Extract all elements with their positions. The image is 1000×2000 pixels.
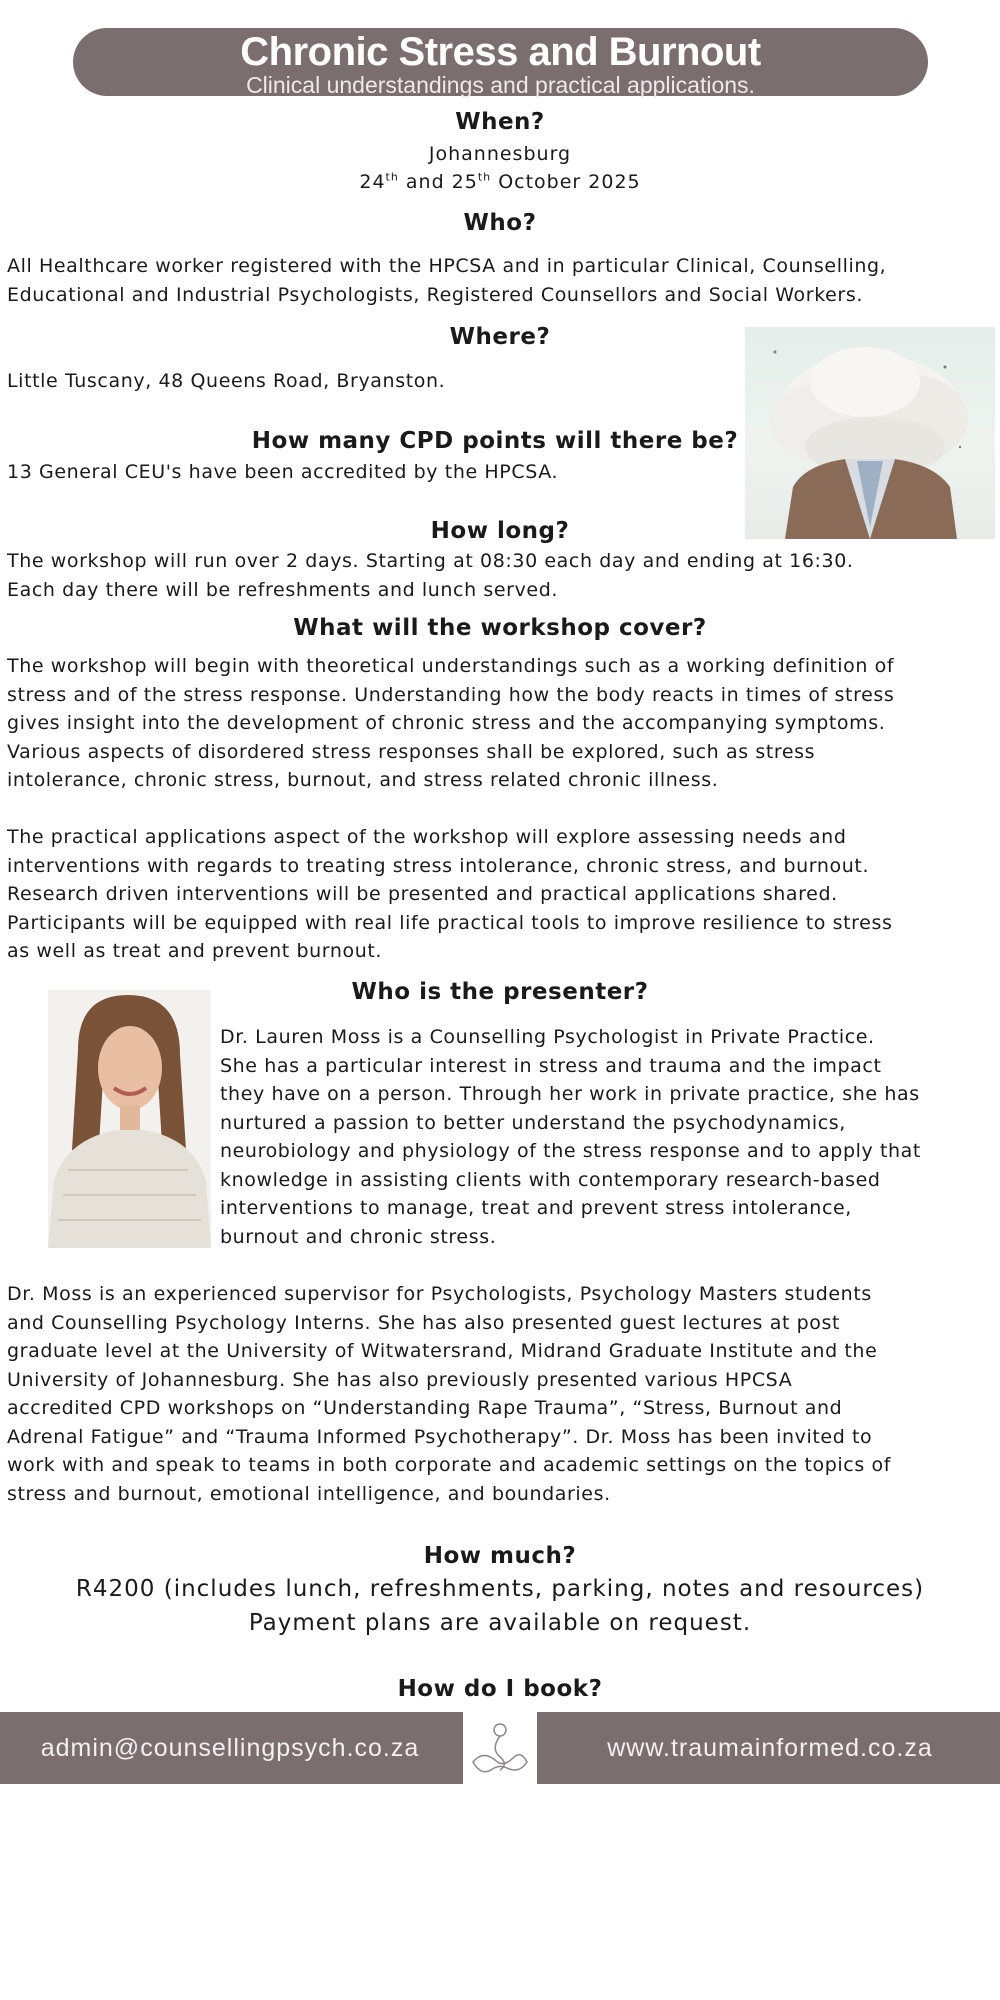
date-day-2: 25 — [451, 171, 478, 193]
price-heading: How much? — [423, 1543, 577, 1569]
how-long-line: The workshop will run over 2 days. Starting at 08:30 each day and ending at 16:30. — [7, 550, 854, 572]
cpd-heading: How many CPD points will there be? — [251, 428, 739, 454]
bio-line: neurobiology and physiology of the stress response and to apply that — [220, 1140, 921, 1162]
experience-line: University of Johannesburg. She has also previously presented various HPCSA — [7, 1368, 793, 1391]
cover-line: as well as treat and prevent burnout. — [7, 940, 383, 962]
who-heading: Who? — [463, 210, 537, 236]
date-day-1-suffix: th — [385, 170, 399, 184]
cover-line: The practical applications aspect of the workshop will explore assessing needs and — [7, 826, 847, 848]
cover-line: Various aspects of disordered stress responses shall be explored, such as stress — [7, 740, 816, 763]
booking-heading: How do I book? — [397, 1676, 603, 1702]
who-line: Educational and Industrial Psychologists, Registered Counsellors and Social Workers. — [7, 283, 863, 306]
cover-line: Research driven interventions will be presented and practical applications shared. — [7, 883, 838, 905]
date-and: and — [398, 171, 452, 193]
bio-line: interventions to manage, treat and prevent stress intolerance, — [220, 1197, 852, 1219]
presenter-bio — [220, 1023, 921, 1251]
where-heading: Where? — [449, 324, 551, 350]
experience-line: stress and burnout, emotional intelligence, and boundaries. — [7, 1482, 611, 1505]
cover-line: gives insight into the development of chronic stress and the accompanying symptoms. — [7, 712, 886, 734]
cover-line: interventions with regards to treating stress intolerance, chronic stress, and burnout. — [7, 854, 870, 877]
experience-line: Adrenal Fatigue” and “Trauma Informed Psychotherapy”. Dr. Moss has been invited to — [7, 1425, 873, 1448]
when-heading: When? — [455, 109, 545, 135]
who-text — [7, 252, 886, 309]
presenter-experience — [7, 1280, 891, 1508]
page-subtitle: Clinical understandings and practical applications. — [246, 72, 755, 98]
date-month-year: October 2025 — [491, 171, 641, 193]
cover-line: The workshop will begin with theoretical understandings such as a working definition of — [7, 655, 895, 677]
date-day-1: 24 — [359, 171, 386, 193]
bio-line: She has a particular interest in stress and trauma and the impact — [220, 1054, 882, 1077]
cover-paragraph-2 — [7, 823, 892, 966]
booking-website-link[interactable]: www.traumainformed.co.za — [607, 1734, 933, 1762]
logo-mark-icon — [463, 1712, 537, 1784]
presenter-heading: Who is the presenter? — [351, 979, 649, 1005]
experience-line: graduate level at the University of Witwatersrand, Midrand Graduate Institute and the — [7, 1340, 878, 1362]
presenter-portrait — [48, 990, 211, 1248]
booking-email-link[interactable]: admin@counsellingpsych.co.za — [40, 1734, 420, 1762]
price-text: R4200 (includes lunch, refreshments, parking, notes and resources) — [75, 1576, 925, 1602]
presenter-photo — [48, 990, 211, 1248]
when-dates — [0, 171, 1000, 193]
title-banner — [73, 28, 928, 96]
how-long-line: Each day there will be refreshments and lunch served. — [7, 578, 559, 601]
page-title: Chronic Stress and Burnout — [240, 30, 761, 74]
experience-line: Dr. Moss is an experienced supervisor for Psychologists, Psychology Masters students — [7, 1283, 872, 1305]
experience-line: and Counselling Psychology Interns. She has also presented guest lectures at post — [7, 1311, 841, 1334]
bio-line: burnout and chronic stress. — [220, 1225, 497, 1248]
when-location: Johannesburg — [428, 143, 572, 165]
where-address: Little Tuscany, 48 Queens Road, Bryanston. — [7, 370, 446, 392]
cover-line: intolerance, chronic stress, burnout, and stress related chronic illness. — [7, 769, 719, 791]
cover-line: stress and of the stress response. Understanding how the body reacts in times of stress — [7, 683, 895, 706]
experience-line: accredited CPD workshops on “Understanding Rape Trauma”, “Stress, Burnout and — [7, 1397, 843, 1419]
date-day-2-suffix: th — [477, 170, 492, 184]
bio-line: knowledge in assisting clients with contemporary research-based — [220, 1168, 881, 1191]
experience-line: work with and speak to teams in both corporate and academic settings on the topics of — [7, 1454, 891, 1476]
cpd-text: 13 General CEU's have been accredited by the HPCSA. — [7, 461, 559, 483]
cover-heading: What will the workshop cover? — [293, 615, 707, 641]
payment-plans-text: Payment plans are available on request. — [248, 1610, 752, 1636]
how-long-heading: How long? — [430, 518, 570, 544]
cover-line: Participants will be equipped with real life practical tools to improve resilience to stress — [7, 911, 893, 934]
who-line: All Healthcare worker registered with the HPCSA and in particular Clinical, Counselling, — [7, 255, 887, 277]
logo — [463, 1712, 537, 1784]
bio-line: Dr. Lauren Moss is a Counselling Psychologist in Private Practice. — [220, 1026, 875, 1048]
bio-line: they have on a person. Through her work in private practice, she has — [220, 1083, 920, 1105]
how-long-text — [7, 547, 854, 604]
cover-paragraph-1 — [7, 652, 894, 795]
bio-line: nurtured a passion to better understand the psychodynamics, — [220, 1111, 846, 1134]
